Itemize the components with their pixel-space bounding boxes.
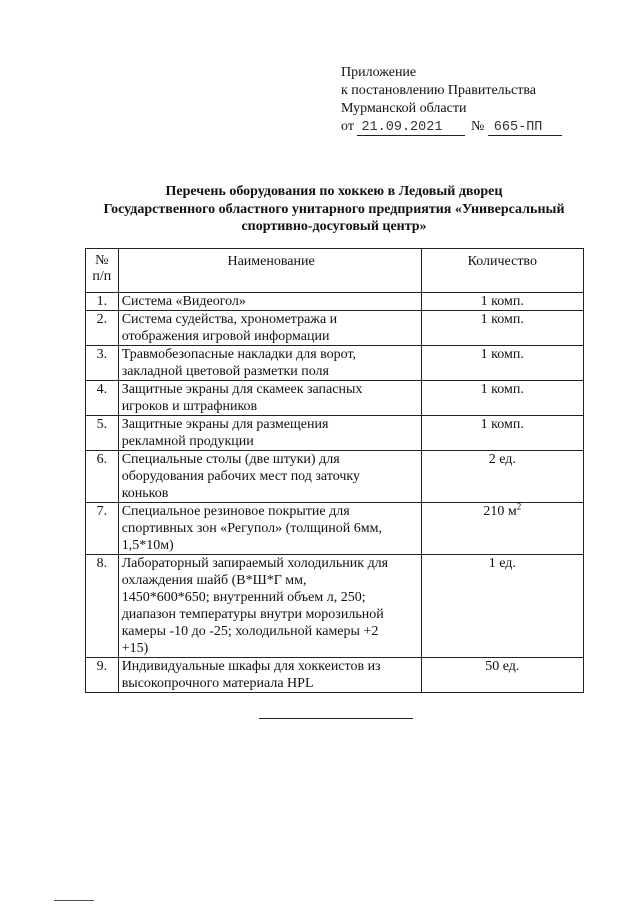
- table-row: [86, 416, 584, 451]
- row-number: 8.: [86, 555, 119, 658]
- table-row: [86, 293, 584, 311]
- row-number: 7.: [86, 503, 119, 555]
- row-quantity: [421, 416, 583, 451]
- quantity-value: 1 ед.: [488, 556, 516, 571]
- row-name-line: +15): [121, 641, 149, 656]
- row-name-line: Специальные столы (две штуки) для: [121, 452, 340, 467]
- quantity-value: 1 комп.: [480, 312, 524, 327]
- row-name-line: Лабораторный запираемый холодильник для: [121, 556, 389, 571]
- row-quantity: [421, 555, 583, 658]
- row-name-line: Специальное резиновое покрытие для: [121, 504, 350, 519]
- appendix-date-line: [341, 118, 562, 136]
- header-number-line-2: п/п: [92, 269, 112, 284]
- header-number: [86, 249, 119, 293]
- from-label: от: [341, 119, 354, 134]
- title-line-1: Перечень оборудования по хоккею в Ледовый дворец: [165, 184, 503, 199]
- row-number: 3.: [86, 346, 119, 381]
- table-row: [86, 503, 584, 555]
- table-row: [86, 555, 584, 658]
- document-title: [56, 183, 612, 236]
- row-name-line: Травмобезопасные накладки для ворот,: [121, 347, 357, 362]
- row-name-line: спортивных зон «Регупол» (толщиной 6мм,: [121, 521, 382, 536]
- row-quantity: [421, 658, 583, 693]
- table-row: [86, 451, 584, 503]
- header-name: Наименование: [118, 249, 421, 293]
- appendix-line-1: Приложение: [341, 65, 417, 80]
- row-name: [118, 503, 421, 555]
- signature-line: [259, 718, 413, 719]
- quantity-value: 210 м: [483, 504, 517, 519]
- row-number: 6.: [86, 451, 119, 503]
- table-row: [86, 381, 584, 416]
- appendix-line-2: к постановлению Правительства: [341, 83, 537, 98]
- row-name-line: высокопрочного материала HPL: [121, 676, 314, 691]
- title-line-3: спортивно-досуговый центр»: [241, 219, 427, 234]
- row-number: 4.: [86, 381, 119, 416]
- quantity-value: 2 ед.: [488, 452, 516, 467]
- row-name-line: Индивидуальные шкафы для хоккеистов из: [121, 659, 381, 674]
- row-name-line: диапазон температуры внутри морозильной: [121, 607, 384, 622]
- corner-mark: [54, 900, 94, 901]
- row-name-line: закладной цветовой разметки поля: [121, 364, 329, 379]
- quantity-value: 1 комп.: [480, 294, 524, 309]
- row-name-line: Защитные экраны для скамеек запасных: [121, 382, 363, 397]
- row-quantity: [421, 311, 583, 346]
- row-name-line: оборудования рабочих мест под заточку: [121, 469, 361, 484]
- row-name: [118, 451, 421, 503]
- title-line-2: Государственного областного унитарного предприятия «Универсальный: [103, 201, 565, 217]
- row-number: 9.: [86, 658, 119, 693]
- row-quantity: [421, 293, 583, 311]
- row-name: [118, 658, 421, 693]
- table-row: [86, 346, 584, 381]
- row-name-line: Система судейства, хронометража и: [121, 312, 338, 327]
- row-name-line: отображения игровой информации: [121, 329, 330, 344]
- number-field: [488, 120, 562, 136]
- row-name-line: 1,5*10м): [121, 538, 174, 553]
- row-name: [118, 381, 421, 416]
- row-name: [118, 311, 421, 346]
- date-value: 21.09.2021: [361, 120, 443, 135]
- table-header-row: [86, 249, 584, 293]
- appendix-block: [341, 64, 562, 136]
- row-quantity: [421, 346, 583, 381]
- table-row: [86, 658, 584, 693]
- header-number-line-1: №: [95, 253, 109, 268]
- row-name-line: игроков и штрафников: [121, 399, 258, 414]
- equipment-table: [85, 248, 584, 693]
- appendix-line-3: Мурманской области: [341, 101, 467, 116]
- row-name-line: Защитные экраны для размещения: [121, 417, 329, 432]
- date-field: [357, 120, 465, 136]
- quantity-value: 50 ед.: [485, 659, 520, 674]
- row-quantity: [421, 451, 583, 503]
- row-quantity: [421, 503, 583, 555]
- quantity-value: 1 комп.: [480, 347, 524, 362]
- row-name: [118, 555, 421, 658]
- row-name-line: 1450*600*650; внутренний объем л, 250;: [121, 590, 366, 605]
- row-number: 1.: [86, 293, 119, 311]
- row-name-line: коньков: [121, 486, 169, 501]
- header-quantity: Количество: [421, 249, 583, 293]
- row-name: [118, 416, 421, 451]
- row-number: 2.: [86, 311, 119, 346]
- quantity-unit-superscript: 2: [516, 501, 522, 512]
- number-label: №: [470, 119, 485, 134]
- row-name: [118, 346, 421, 381]
- table-row: [86, 311, 584, 346]
- row-quantity: [421, 381, 583, 416]
- table-body: [86, 293, 584, 693]
- row-name-line: охлаждения шайб (В*Ш*Г мм,: [121, 573, 307, 588]
- row-name: [118, 293, 421, 311]
- row-name-line: камеры -10 до -25; холодильной камеры +2: [121, 624, 379, 639]
- row-name-line: Система «Видеогол»: [121, 294, 246, 309]
- number-value: 665-ПП: [493, 120, 543, 135]
- row-name-line: рекламной продукции: [121, 434, 254, 449]
- quantity-value: 1 комп.: [480, 382, 524, 397]
- quantity-value: 1 комп.: [480, 417, 524, 432]
- row-number: 5.: [86, 416, 119, 451]
